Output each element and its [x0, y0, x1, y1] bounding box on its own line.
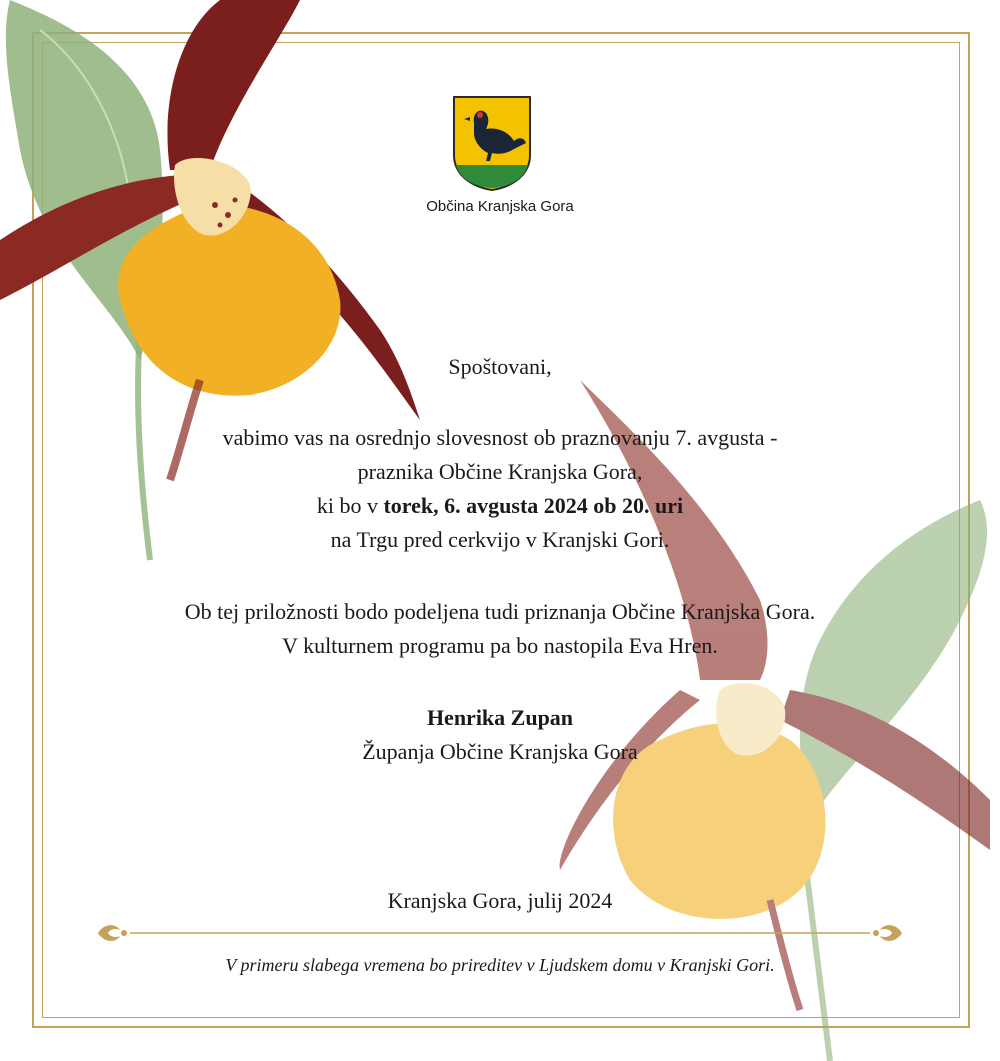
- greeting: [0, 350, 1000, 384]
- invitation-line-3-prefix: ki bo v: [316, 493, 384, 518]
- signatory-title: Županja Občine Kranjska Gora: [362, 739, 638, 764]
- occasion-paragraph: [0, 595, 1000, 663]
- invitation-line-2: praznika Občine Kranjska Gora,: [357, 459, 643, 484]
- awards-line: Ob tej priložnosti bodo podeljena tudi priznanja Občine Kranjska Gora.: [184, 599, 816, 624]
- greeting-text: Spoštovani,: [448, 354, 552, 379]
- signature: [0, 701, 1000, 769]
- program-line: V kulturnem programu pa bo nastopila Eva Hren.: [282, 633, 718, 658]
- invitation-line-4: na Trgu pred cerkvijo v Kranjski Gori.: [330, 527, 670, 552]
- invitation-line-1: vabimo vas na osrednjo slovesnost ob praznovanju 7. avgusta -: [222, 425, 778, 450]
- signatory-name: Henrika Zupan: [426, 705, 574, 730]
- weather-note: V primeru slabega vremena bo prireditev v Ljudskem domu v Kranjski Gori.: [225, 955, 775, 975]
- municipal-crest-icon: [452, 95, 532, 191]
- place-date: [0, 884, 1000, 918]
- place-date-text: Kranjska Gora, julij 2024: [387, 888, 613, 913]
- ornament-divider-icon: [96, 918, 904, 948]
- municipality-name: Občina Kranjska Gora: [426, 198, 574, 215]
- event-datetime: torek, 6. avgusta 2024 ob 20. uri: [383, 493, 684, 518]
- invitation-line-3: [0, 489, 1000, 523]
- invitation-paragraph: [0, 421, 1000, 557]
